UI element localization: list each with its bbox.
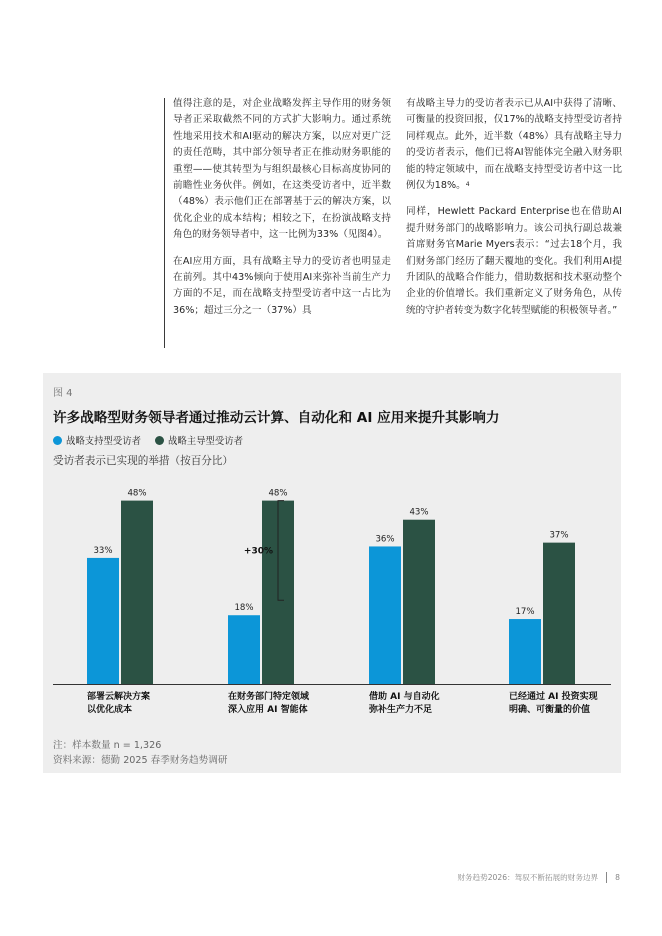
category-label: 以优化成本 — [87, 705, 133, 715]
column-rule — [164, 98, 165, 348]
category-label: 借助 AI 与自动化 — [369, 692, 440, 702]
body-column-right — [406, 96, 622, 329]
data-label: 17% — [515, 607, 535, 618]
footnote-marker: 4 — [465, 181, 470, 189]
figure-title: 许多战略型财务领导者通过推动云计算、自动化和 AI 应用来提升其影响力 — [53, 410, 500, 426]
figure-source: 资料来源：德勤 2025 春季财务趋势调研 — [53, 755, 228, 766]
page-footer — [457, 872, 620, 883]
figure-note: 注：样本数量 n = 1,326 — [53, 740, 162, 751]
bar-lead — [543, 543, 575, 684]
data-label: 43% — [409, 507, 429, 518]
legend-label: 战略主导型受访者 — [168, 436, 244, 447]
body-paragraph: 在AI应用方面，具有战略主导力的受访者也明显走在前列。其中43%倾向于使用AI来弥补当前生产力方面的不足，而在战略支持型受访者中这一占比为36%；超过三分之一（37%）具 — [173, 255, 391, 316]
footer-report-title: 财务趋势2026：驾驭不断拓展的财务边界 — [457, 873, 599, 882]
category-label: 弥补生产力不足 — [369, 705, 433, 715]
data-label: 48% — [268, 488, 288, 499]
data-label: 48% — [127, 488, 147, 499]
bar-lead — [121, 501, 153, 684]
data-label: 37% — [549, 530, 569, 541]
category-label: 部署云解决方案 — [87, 692, 151, 702]
figure-panel — [43, 373, 621, 773]
body-paragraph: 同样，Hewlett Packard Enterprise也在借助AI提升财务部门的战略影响力。该公司执行副总裁兼首席财务官Marie Myers表示：“过去18个月，我们财务部门经历了翻天覆地的变化。我们利用AI提升团队的战略合作能力，借助数据和技术驱动整个企业的价值增长。我们重新定义了财务角色，从传统的守护者转变为数字化转型赋能的积极领导者。” — [406, 206, 622, 316]
bar-support — [87, 558, 119, 684]
annotation-label: +30% — [243, 546, 273, 557]
body-paragraph-text: 有战略主导力的受访者表示已从AI中获得了清晰、可衡量的投资回报，仅17%的战略支持型受访者持同样观点。此外，近半数（48%）具有战略主导力的受访者表示，他们已将AI智能体完全融入财务职能的特定领域中，而在战略支持型受访者中这一比例仅为18%。 — [406, 98, 622, 192]
body-column-left — [173, 96, 391, 329]
bar-chart — [43, 373, 621, 733]
bar-support — [509, 619, 541, 684]
bar-support — [369, 546, 401, 684]
data-label: 36% — [375, 534, 395, 545]
data-label: 33% — [93, 545, 113, 556]
data-label: 18% — [234, 603, 254, 614]
figure-number: 图 4 — [53, 388, 73, 399]
bar-support — [228, 615, 260, 684]
bar-lead — [403, 520, 435, 684]
body-paragraph-with-footnote — [406, 96, 622, 194]
body-paragraph: 值得注意的是，对企业战略发挥主导作用的财务领导者正采取截然不同的方式扩大影响力。通过系统性地采用技术和AI驱动的解决方案，以应对更广泛的责任范畴，其中部分领导者正在推动财务职能的重塑——使其转型为与组织最核心目标高度协同的前瞻性业务伙伴。例如，在这类受访者中，近半数（48%）表示他们正在部署基于云的解决方案，以优化企业的成本结构；相较之下，在扮演战略支持角色的财务领导者中，这一比例为33%（见图4）。 — [173, 98, 391, 241]
category-label: 明确、可衡量的价值 — [509, 705, 591, 715]
category-label: 已经通过 AI 投资实现 — [509, 692, 598, 702]
category-label: 深入应用 AI 智能体 — [228, 705, 308, 715]
chart-subtitle: 受访者表示已实现的举措（按百分比） — [53, 455, 234, 467]
page-number: 8 — [615, 873, 620, 882]
footer-separator — [606, 872, 607, 883]
legend-label: 战略支持型受访者 — [66, 436, 142, 447]
category-label: 在财务部门特定领域 — [228, 692, 310, 702]
